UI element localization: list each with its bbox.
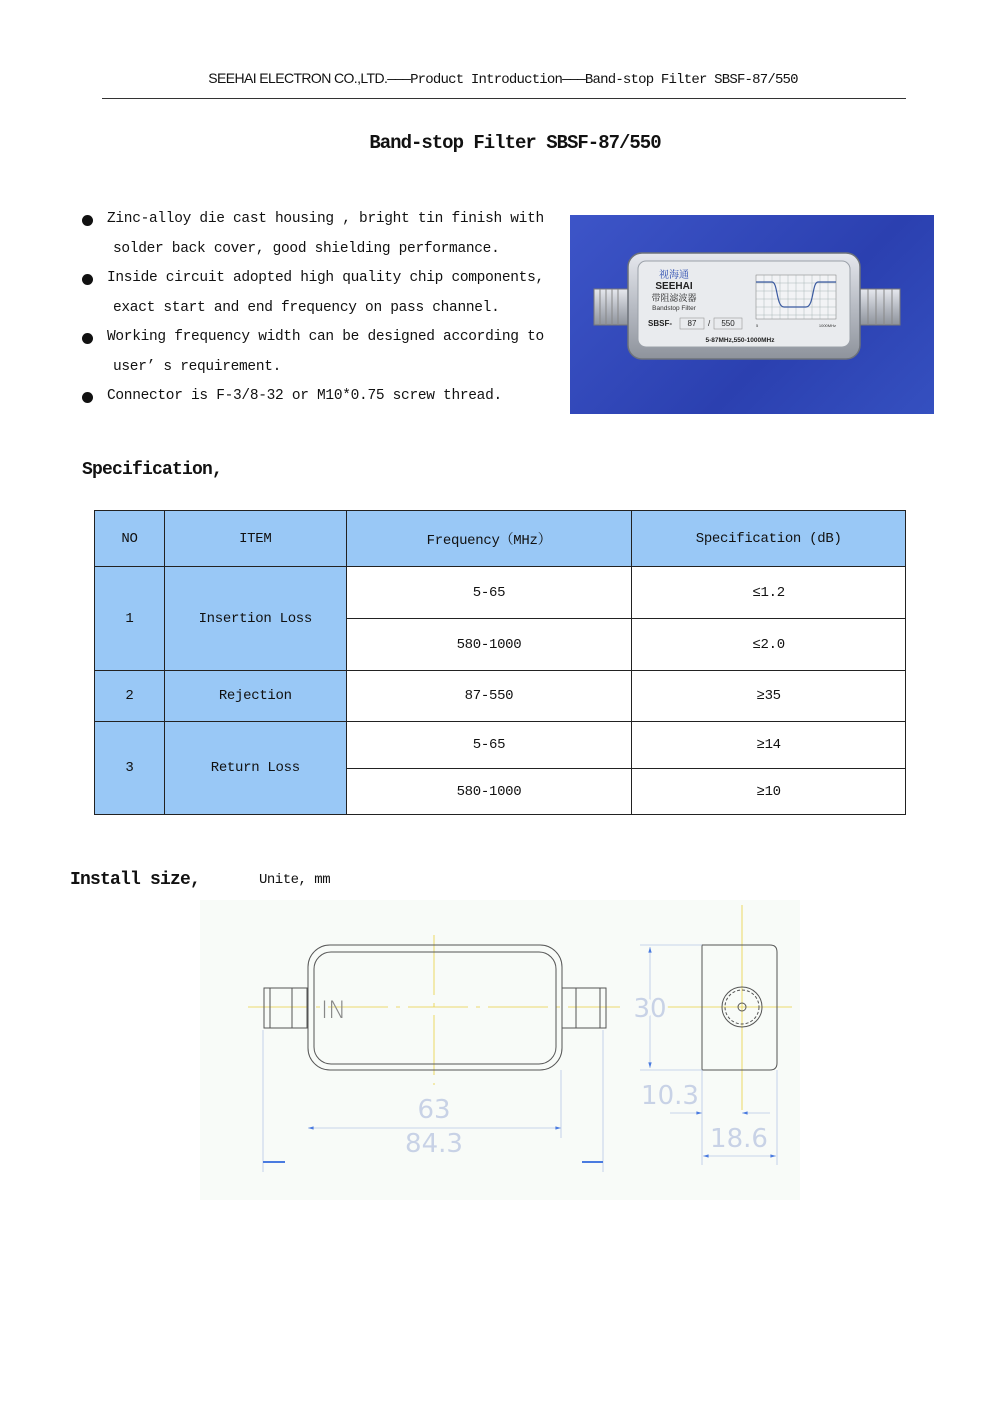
label-range: 5-87MHz,550-1000MHz [705, 337, 775, 344]
header-divider [102, 98, 906, 99]
page-header [100, 70, 906, 88]
row-frequency: 5-65 [346, 722, 632, 769]
bullet-icon [82, 215, 93, 226]
row-spec: ≥14 [632, 722, 906, 769]
dim-depth: 18.6 [710, 1124, 768, 1154]
specification-heading: Specification, [82, 460, 223, 480]
feature-line: Working frequency width can be designed according to [107, 329, 544, 345]
feature-line: Inside circuit adopted high quality chip components, [107, 270, 544, 286]
label-brand-cn: 视海通 [659, 270, 689, 281]
label-model-prefix: SBSF- [648, 319, 672, 328]
label-brand: SEEHAI [655, 281, 693, 292]
dim-body-length: 63 [417, 1095, 451, 1125]
feature-item [82, 323, 562, 382]
row-item: Rejection [164, 671, 346, 722]
table-header-row [95, 511, 906, 567]
label-model-sep: / [708, 319, 711, 328]
row-no: 2 [95, 671, 165, 722]
feature-item [82, 264, 562, 323]
dim-total-length: 84.3 [405, 1129, 463, 1159]
table-row [95, 567, 906, 619]
bullet-icon [82, 392, 93, 403]
in-label: IN [321, 996, 347, 1024]
product-photo-illustration [570, 215, 934, 414]
company-name: SEEHAI ELECTRON CO.,LTD. [208, 70, 388, 86]
graph-start-label: 5 [756, 323, 759, 328]
connector-left-outline [264, 988, 307, 1028]
graph-end-label: 1000MHz [818, 323, 836, 328]
feature-line: solder back cover, good shielding performance. [113, 240, 500, 257]
row-frequency: 87-550 [346, 671, 632, 722]
column-header-spec: Specification (dB) [632, 511, 906, 567]
feature-item [82, 205, 562, 264]
table-row [95, 722, 906, 769]
row-frequency: 5-65 [346, 567, 632, 619]
connector-right [860, 289, 900, 325]
specification-table [94, 510, 906, 815]
row-no: 3 [95, 722, 165, 815]
dimension-drawing [200, 900, 800, 1200]
header-breadcrumb: ———Product Introduction———Band-stop Filter SBSF-87/550 [387, 72, 798, 88]
connector-right-outline [562, 988, 606, 1028]
feature-line: Connector is F-3/8-32 or M10*0.75 screw thread. [107, 388, 502, 404]
install-unit: Unite, mm [259, 872, 331, 888]
connector-left [594, 289, 632, 325]
housing-outline [308, 945, 562, 1070]
row-spec: ≤2.0 [632, 619, 906, 671]
side-view-outline [702, 945, 777, 1070]
feature-line: user’ s requirement. [113, 358, 282, 375]
table-row [95, 671, 906, 722]
install-size-heading: Install size, [70, 870, 201, 890]
dim-height: 30 [633, 994, 667, 1024]
label-model-low: 87 [687, 319, 697, 328]
column-header-frequency: Frequency（MHz） [346, 511, 632, 567]
bullet-icon [82, 333, 93, 344]
bullet-icon [82, 274, 93, 285]
feature-line: exact start and end frequency on pass channel. [113, 299, 500, 316]
row-item: Insertion Loss [164, 567, 346, 671]
label-model-high: 550 [721, 319, 735, 328]
row-spec: ≥10 [632, 769, 906, 815]
dim-offset: 10.3 [641, 1081, 699, 1111]
feature-item [82, 382, 562, 412]
row-spec: ≥35 [632, 671, 906, 722]
product-photo [570, 215, 934, 414]
row-no: 1 [95, 567, 165, 671]
column-header-no: NO [95, 511, 165, 567]
row-spec: ≤1.2 [632, 567, 906, 619]
page-title: Band-stop Filter SBSF-87/550 [369, 132, 661, 154]
row-frequency: 580-1000 [346, 619, 632, 671]
feature-line: Zinc-alloy die cast housing , bright tin finish with [107, 211, 544, 227]
row-item: Return Loss [164, 722, 346, 815]
install-drawing [200, 900, 800, 1200]
label-name-cn: 带阻滤波器 [651, 294, 697, 304]
feature-list [82, 205, 562, 412]
column-header-item: ITEM [164, 511, 346, 567]
row-frequency: 580-1000 [346, 769, 632, 815]
label-name-en: Bandstop Filter [652, 305, 696, 312]
